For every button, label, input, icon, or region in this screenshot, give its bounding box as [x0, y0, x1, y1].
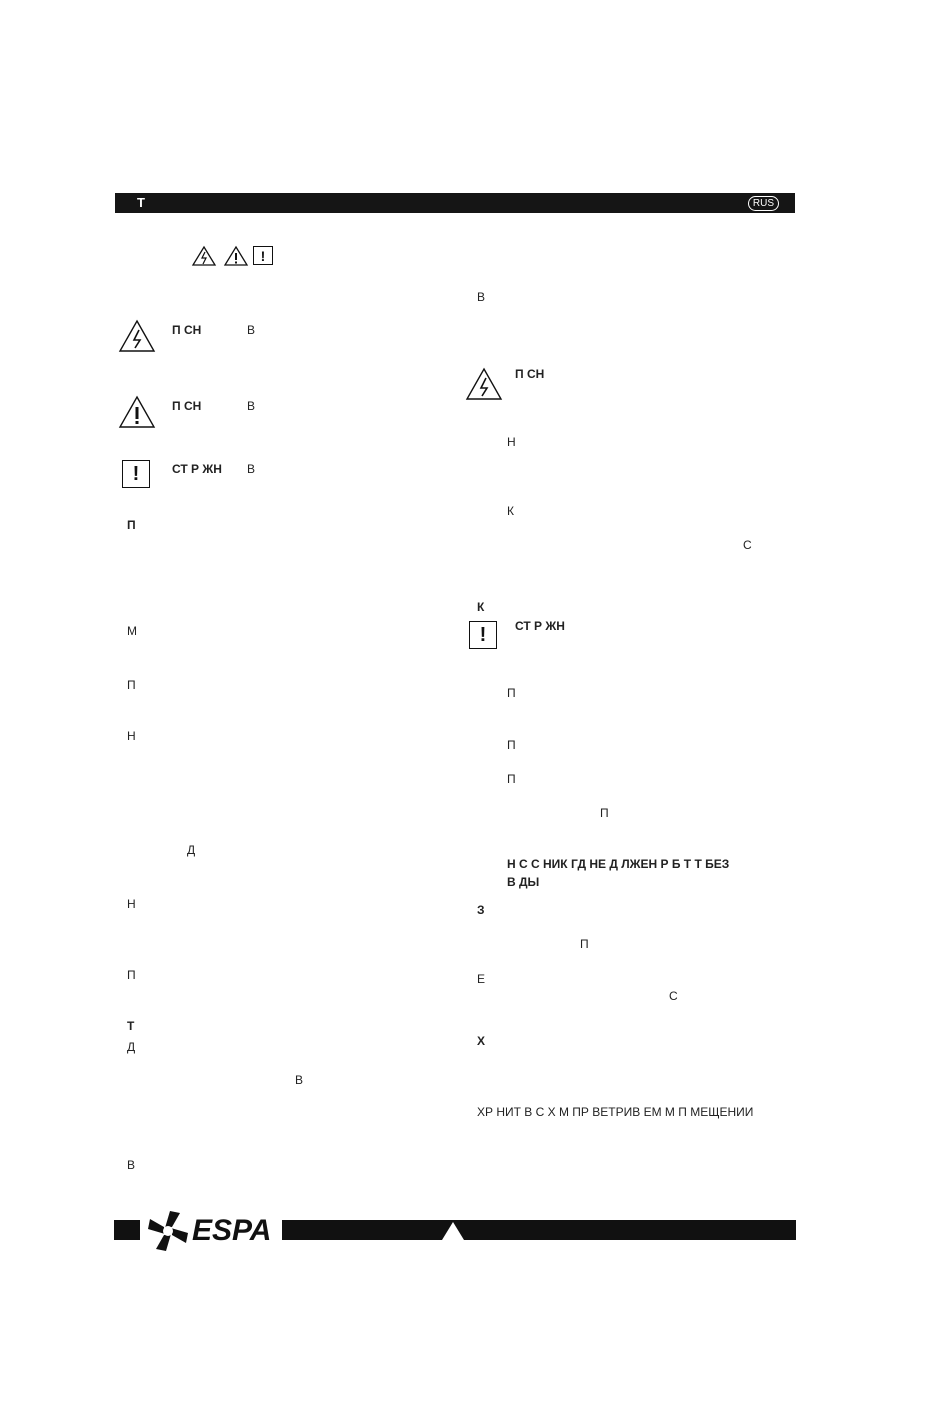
caution-label: СТ Р ЖН: [172, 462, 222, 476]
paragraph: В: [477, 290, 486, 304]
warning-icon: [223, 245, 249, 267]
footer-bar: [282, 1220, 796, 1240]
paragraph: Е: [477, 972, 486, 986]
warning-text: Н С С НИК ГД НЕ Д ЛЖЕН Р Б Т Т БЕЗ: [507, 857, 730, 871]
brand-logo-text: ESPA: [192, 1214, 272, 1247]
paragraph: Н: [127, 729, 136, 743]
paragraph: С: [669, 989, 678, 1003]
paragraph: С: [743, 538, 752, 552]
paragraph: Н: [127, 897, 136, 911]
electric-warning-icon: [191, 245, 217, 267]
paragraph: Н: [507, 435, 516, 449]
paragraph: П: [507, 738, 516, 752]
danger-text: В: [247, 323, 256, 337]
paragraph-heading: К: [477, 600, 485, 614]
paragraph: П: [580, 937, 589, 951]
warning-text: В ДЫ: [507, 875, 540, 889]
warning-icon: [117, 395, 157, 429]
caution-icon: !: [122, 460, 150, 488]
paragraph: Д: [127, 1040, 136, 1054]
caution-label: СТ Р ЖН: [515, 619, 565, 633]
language-badge: RUS: [748, 196, 779, 211]
paragraph: П: [507, 772, 516, 786]
paragraph: П: [507, 686, 516, 700]
danger-label: П СН: [515, 367, 545, 381]
danger-label: П СН: [172, 323, 202, 337]
caution-icon: !: [469, 621, 497, 649]
paragraph: Д: [187, 843, 196, 857]
paragraph-heading: З: [477, 903, 485, 917]
caution-text: В: [247, 462, 256, 476]
danger-text: В: [247, 399, 256, 413]
header-bar: [115, 193, 795, 213]
paragraph: П: [127, 678, 136, 692]
section-title: Т: [137, 195, 145, 210]
paragraph-heading: П: [127, 518, 136, 532]
espa-logo-icon: [146, 1208, 190, 1254]
electric-warning-icon: [117, 319, 157, 353]
paragraph: П: [127, 968, 136, 982]
storage-note: ХР НИТ В С Х М ПР ВЕТРИВ ЕМ М П МЕЩЕНИИ: [477, 1105, 754, 1119]
caution-icon: !: [253, 246, 273, 265]
paragraph: К: [507, 504, 514, 518]
paragraph-heading: Т: [127, 1019, 135, 1033]
danger-label: П СН: [172, 399, 202, 413]
paragraph: П: [600, 806, 609, 820]
paragraph: В: [295, 1073, 304, 1087]
paragraph: М: [127, 624, 137, 638]
electric-warning-icon: [464, 367, 504, 401]
paragraph: В: [127, 1158, 136, 1172]
triangle-icon: [441, 1220, 465, 1240]
paragraph-heading: Х: [477, 1034, 486, 1048]
footer-block: [114, 1220, 140, 1240]
